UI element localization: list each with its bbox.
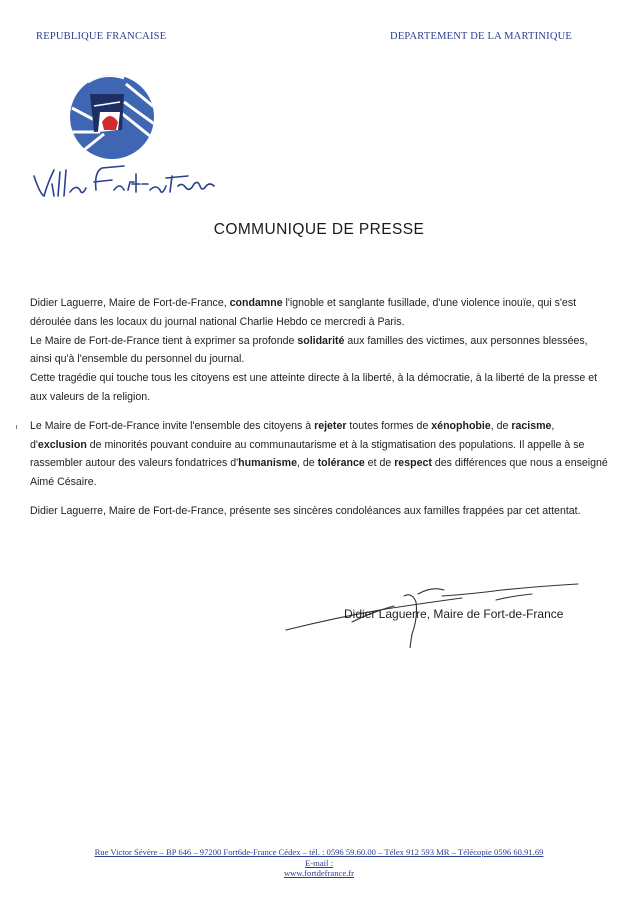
footer-address: Rue Victor Sévère – BP 646 – 97200 Fort6de-France Cédex – tél. : 0596 59.60.00 – Télex 912 593 MR – Télécopie 0596 60.91.69 [94, 847, 544, 857]
emphasized-word: exclusion [37, 438, 87, 451]
text-run: de minorités pouvant conduire au communautarisme et à la stigmatisation des populations. Il appelle à se rassembler autour des valeurs fondatrices d' [30, 438, 585, 470]
emphasized-word: condamne [229, 297, 283, 309]
paragraph-call-to-values [30, 417, 610, 492]
text-run: aux familles des victimes, aux personnes blessées, ainsi qu'à l'ensemble du personnel du journal. [30, 334, 588, 366]
text-run: Cette tragédie qui touche tous les citoyens est une atteinte directe à la liberté, à la démocratie, à la liberté de la presse et aux valeurs de la religion. [30, 372, 598, 403]
logo-script-text [30, 162, 220, 207]
text-run: , de [490, 419, 512, 432]
footer-website-link[interactable]: www.fortdefrance.fr [283, 868, 355, 878]
emphasized-word: respect [394, 457, 432, 470]
paragraph-condolences [30, 502, 610, 521]
signature-line: Didier Laguerre, Maire de Fort-de-France [344, 607, 564, 621]
text-run: toutes formes de [346, 419, 432, 432]
emphasized-word: xénophobie [431, 419, 491, 432]
text-run: Le Maire de Fort-de-France invite l'ensemble des citoyens à [30, 419, 315, 432]
footer [0, 847, 638, 879]
paragraph-condemnation [30, 294, 610, 332]
text-run: Le Maire de Fort-de-France tient à exprimer sa profonde [30, 334, 298, 347]
emphasized-word: rejeter [314, 419, 347, 432]
text-run: Didier Laguerre, Maire de Fort-de-France, [30, 297, 230, 309]
margin-mark [16, 425, 17, 429]
text-run: des différences que nous a enseigné Aimé Césaire. [30, 457, 608, 489]
document-title: COMMUNIQUE DE PRESSE [213, 221, 425, 238]
paragraph-tragedy [30, 369, 610, 407]
header-left: REPUBLIQUE FRANCAISE [36, 31, 167, 42]
document-body [30, 294, 610, 521]
emphasized-word: racisme [511, 419, 552, 432]
text-run: l'ignoble et sanglante fusillade, d'une violence inouïe, qui s'est déroulée dans les locaux du journal national Charlie Hebdo ce mercredi à Paris. [30, 297, 577, 328]
emphasized-word: tolérance [317, 457, 365, 470]
text-run: , de [297, 457, 318, 470]
emphasized-word: humanisme [238, 457, 297, 470]
text-run: Didier Laguerre, Maire de Fort-de-France, présente ses sincères condoléances aux familles frappées par cet attentat. [30, 504, 581, 517]
footer-email-label: E-mail : [305, 857, 333, 868]
text-run: , d' [30, 419, 555, 451]
text-run: et de [364, 457, 395, 470]
header-right: DEPARTEMENT DE LA MARTINIQUE [390, 31, 572, 42]
emphasized-word: solidarité [297, 334, 345, 347]
paragraph-solidarity [30, 332, 610, 370]
city-logo-icon [64, 72, 174, 167]
